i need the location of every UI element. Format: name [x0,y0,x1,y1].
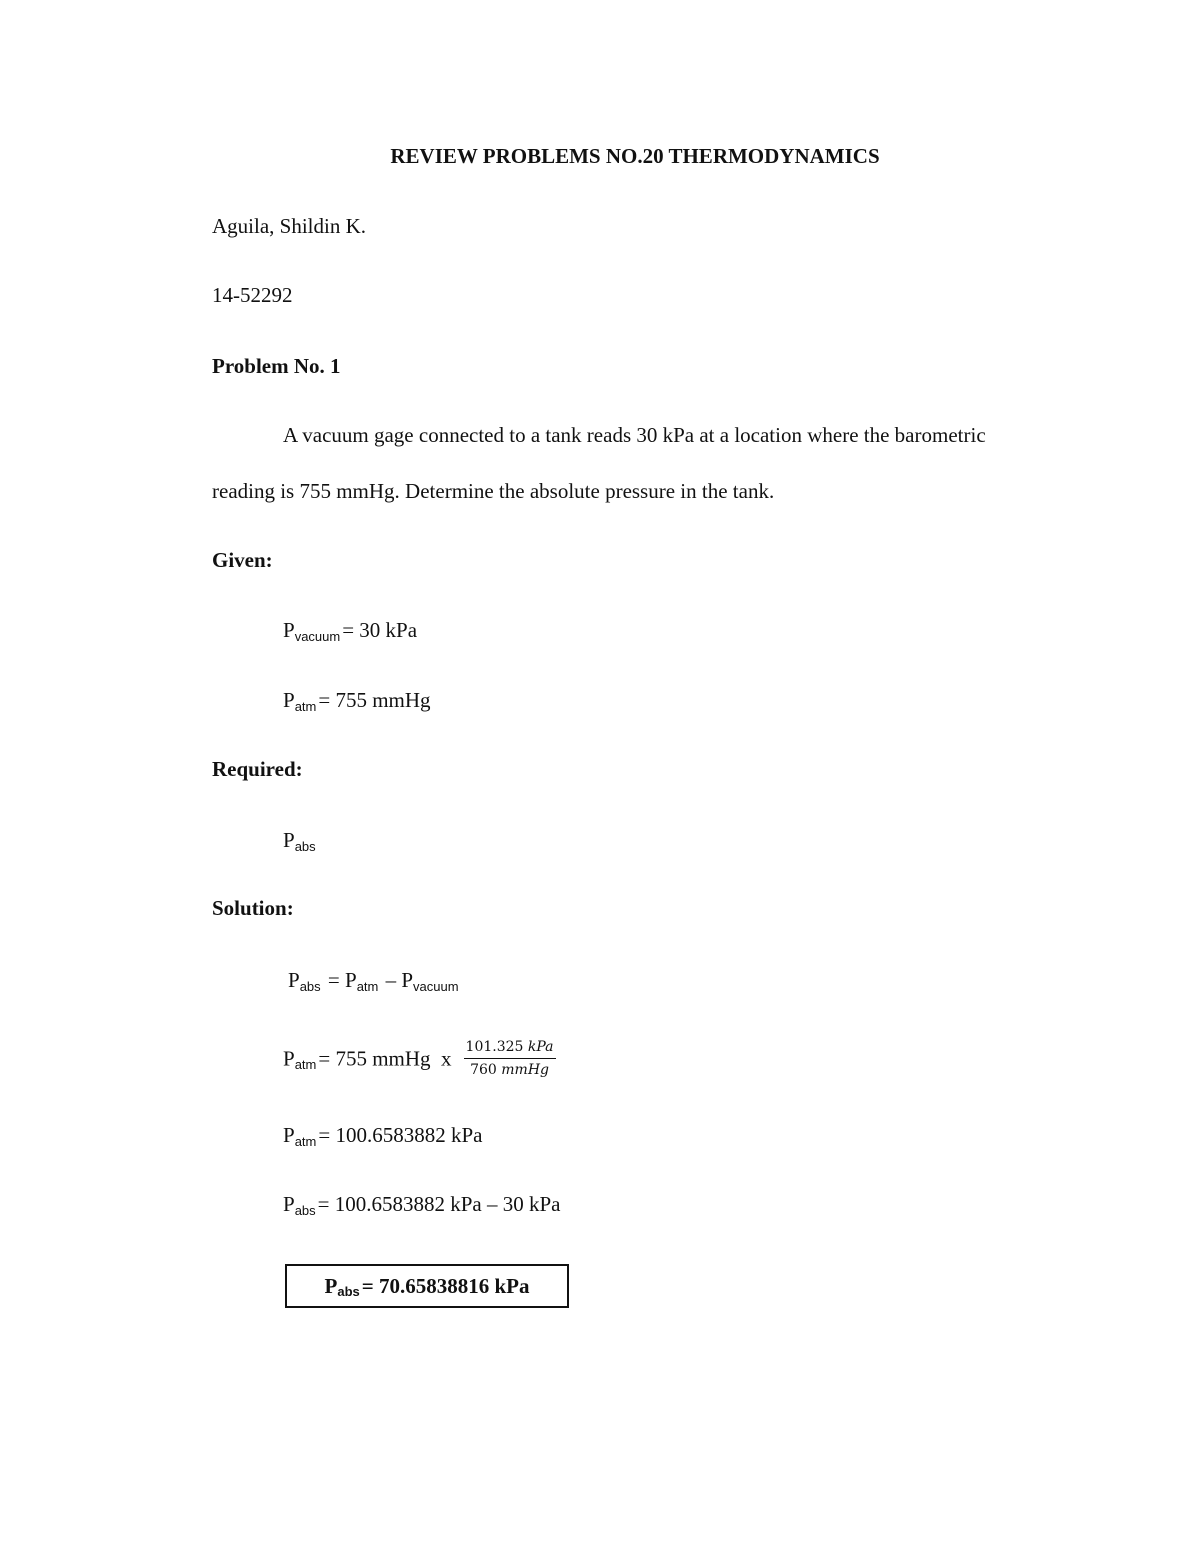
text: = P [322,968,357,992]
document-title: REVIEW PROBLEMS NO.20 THERMODYNAMICS [390,144,880,168]
symbol: P [324,1274,338,1298]
text: = 755 mmHg x [318,1046,452,1071]
subscript: atm [294,1057,317,1073]
fraction-numerator: 101.325 kPa [464,1038,556,1059]
required-heading: Required: [212,757,303,781]
subscript: atm [294,1134,317,1149]
text: = 100.6583882 kPa – 30 kPa [317,1192,561,1216]
given-p-vacuum [283,616,417,647]
student-id: 14-52292 [212,283,293,307]
required-p-abs [283,826,318,857]
text: – P [380,968,414,992]
subscript: atm [356,979,379,994]
problem-text-line-1: A vacuum gage connected to a tank reads 30 kPa at a location where the barometric [283,423,986,447]
problem-heading: Problem No. 1 [212,354,341,378]
subscript: abs [299,979,321,994]
author-name: Aguila, Shildin K. [212,214,367,238]
fraction-denominator: 760 mmHg [470,1062,549,1078]
symbol: P [288,968,300,992]
conversion-fraction [464,1038,556,1079]
symbol: P [283,1192,295,1216]
text: = 100.6583882 kPa [318,1123,483,1147]
solution-heading: Solution: [212,896,294,920]
solution-equation-1 [288,966,461,997]
symbol: P [283,688,295,712]
symbol: P [283,618,295,642]
answer-text: = 70.65838816 kPa [361,1274,530,1298]
problem-text-line-2: reading is 755 mmHg. Determine the absolute pressure in the tank. [212,479,775,503]
given-p-atm [283,686,431,717]
symbol: P [283,1046,295,1071]
symbol: P [283,1123,295,1147]
subscript: vacuum [294,629,341,644]
solution-equation-2 [283,1040,556,1081]
solution-equation-4 [283,1190,561,1221]
subscript: abs [294,839,316,854]
subscript: vacuum [413,979,459,994]
subscript: abs [294,1203,316,1218]
symbol: P [283,828,295,852]
value: = 755 mmHg [318,688,431,712]
subscript: abs [337,1284,360,1299]
final-answer-box [285,1264,569,1308]
value: = 30 kPa [342,618,418,642]
solution-equation-3 [283,1121,482,1152]
given-heading: Given: [212,548,273,572]
subscript: atm [294,699,317,714]
